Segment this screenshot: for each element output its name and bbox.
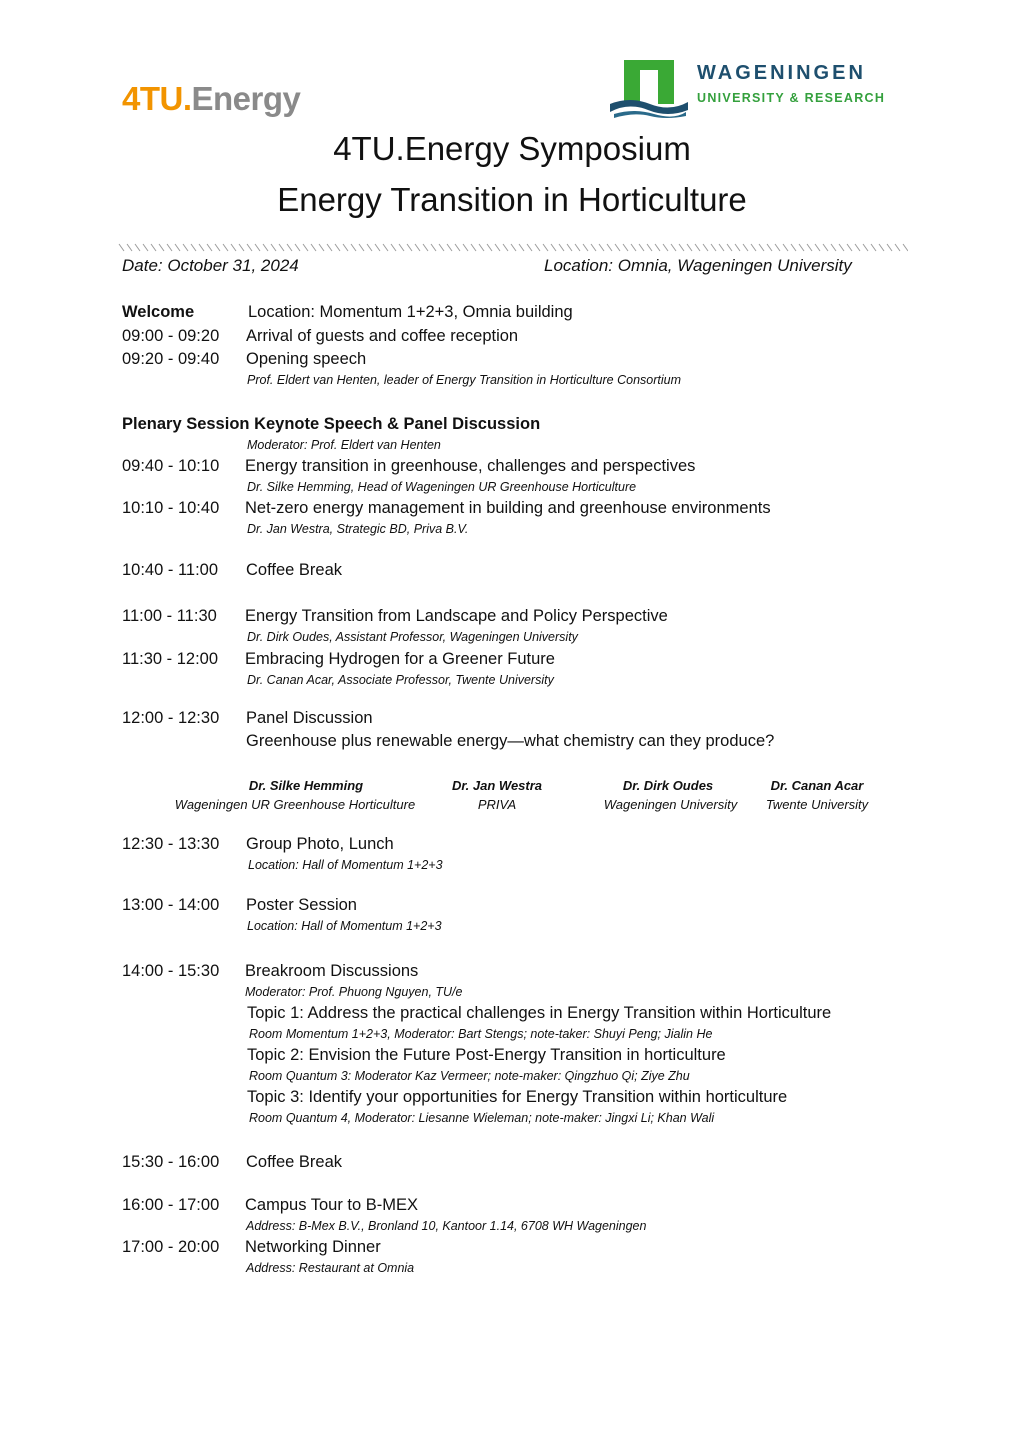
breakroom-topic-detail: Room Momentum 1+2+3, Moderator: Bart Stengs; note-taker: Shuyi Peng; Jialin He bbox=[249, 1027, 713, 1041]
wur-logo-icon bbox=[610, 60, 688, 120]
item-time: 09:40 - 10:10 bbox=[122, 457, 220, 475]
item-time: 10:40 - 11:00 bbox=[122, 561, 219, 579]
item-detail: Moderator: Prof. Phuong Nguyen, TU/e bbox=[245, 985, 463, 999]
panelist-affiliation: Wageningen UR Greenhouse Horticulture bbox=[174, 797, 416, 812]
item-title: Poster Session bbox=[246, 896, 357, 914]
item-time: 09:20 - 09:40 bbox=[122, 350, 220, 368]
breakroom-topic-title: Topic 2: Envision the Future Post-Energy Transition in horticulture bbox=[247, 1046, 726, 1064]
item-detail: Location: Hall of Momentum 1+2+3 bbox=[247, 919, 442, 933]
wur-subtitle: UNIVERSITY & RESEARCH bbox=[697, 91, 886, 105]
item-detail: Dr. Jan Westra, Strategic BD, Priva B.V. bbox=[247, 522, 469, 536]
item-time: 15:30 - 16:00 bbox=[122, 1153, 220, 1171]
item-detail: Prof. Eldert van Henten, leader of Energy Transition in Horticulture Consortium bbox=[247, 373, 681, 387]
welcome-location: Location: Momentum 1+2+3, Omnia building bbox=[248, 303, 573, 321]
panelist-affiliation: Wageningen University bbox=[603, 797, 738, 812]
item-time: 14:00 - 15:30 bbox=[122, 962, 220, 980]
logo-4tu-part1: 4TU. bbox=[122, 80, 192, 117]
item-title: Embracing Hydrogen for a Greener Future bbox=[245, 650, 555, 668]
item-detail: Address: B-Mex B.V., Bronland 10, Kantoor 1.14, 6708 WH Wageningen bbox=[246, 1219, 647, 1233]
breakroom-topic-title: Topic 3: Identify your opportunities for Energy Transition within horticulture bbox=[247, 1088, 788, 1106]
item-title: Breakroom Discussions bbox=[245, 962, 419, 980]
item-time: 10:10 - 10:40 bbox=[122, 499, 220, 517]
panelist-affiliation: PRIVA bbox=[477, 797, 517, 812]
item-title: Group Photo, Lunch bbox=[246, 835, 394, 853]
panelist-affiliation: Twente University bbox=[765, 797, 869, 812]
logo-4tu-energy bbox=[122, 80, 300, 118]
item-time: 16:00 - 17:00 bbox=[122, 1196, 220, 1214]
logo-4tu-part2: Energy bbox=[191, 80, 301, 117]
section-welcome-heading: Welcome bbox=[122, 303, 195, 321]
item-time: 12:00 - 12:30 bbox=[122, 709, 220, 727]
breakroom-topic-detail: Room Quantum 3: Moderator Kaz Vermeer; note-maker: Qingzhuo Qi; Ziye Zhu bbox=[249, 1069, 690, 1083]
breakroom-topic-title: Topic 1: Address the practical challenges in Energy Transition within Horticulture bbox=[247, 1004, 832, 1022]
item-time: 13:00 - 14:00 bbox=[122, 896, 220, 914]
item-detail: Location: Hall of Momentum 1+2+3 bbox=[248, 858, 443, 872]
document-title-line2: Energy Transition in Horticulture bbox=[277, 181, 747, 218]
event-date: Date: October 31, 2024 bbox=[122, 256, 299, 275]
item-title: Net-zero energy management in building and greenhouse environments bbox=[245, 499, 771, 517]
item-title: Energy Transition from Landscape and Policy Perspective bbox=[245, 607, 668, 625]
item-title: Panel Discussion bbox=[246, 709, 373, 727]
item-title: Campus Tour to B-MEX bbox=[245, 1196, 419, 1214]
item-title: Arrival of guests and coffee reception bbox=[246, 327, 519, 345]
item-time: 12:30 - 13:30 bbox=[122, 835, 220, 853]
item-detail: Dr. Dirk Oudes, Assistant Professor, Wageningen University bbox=[247, 630, 578, 644]
item-title: Coffee Break bbox=[246, 561, 343, 579]
panelist-name: Dr. Jan Westra bbox=[451, 778, 543, 793]
panel-discussion-topic: Greenhouse plus renewable energy—what chemistry can they produce? bbox=[246, 732, 775, 750]
item-title: Networking Dinner bbox=[245, 1238, 381, 1256]
item-detail: Dr. Canan Acar, Associate Professor, Twente University bbox=[247, 673, 554, 687]
item-title: Energy transition in greenhouse, challenges and perspectives bbox=[245, 457, 696, 475]
item-time: 09:00 - 09:20 bbox=[122, 327, 220, 345]
breakroom-topic-detail: Room Quantum 4, Moderator: Liesanne Wieleman; note-maker: Jingxi Li; Khan Wali bbox=[249, 1111, 715, 1125]
item-time: 11:00 - 11:30 bbox=[122, 607, 217, 625]
plenary-moderator: Moderator: Prof. Eldert van Henten bbox=[247, 438, 441, 452]
panelist-name: Dr. Canan Acar bbox=[770, 778, 864, 793]
item-title: Opening speech bbox=[246, 350, 367, 368]
panelist-name: Dr. Silke Hemming bbox=[248, 778, 364, 793]
item-detail: Address: Restaurant at Omnia bbox=[246, 1261, 415, 1275]
item-detail: Dr. Silke Hemming, Head of Wageningen UR Greenhouse Horticulture bbox=[247, 480, 637, 494]
document-title-line1: 4TU.Energy Symposium bbox=[333, 130, 691, 167]
section-plenary-heading: Plenary Session Keynote Speech & Panel Discussion bbox=[122, 415, 541, 433]
item-title: Coffee Break bbox=[246, 1153, 343, 1171]
item-time: 11:30 - 12:00 bbox=[122, 650, 219, 668]
decorative-divider bbox=[118, 243, 908, 252]
item-time: 17:00 - 20:00 bbox=[122, 1238, 220, 1256]
panelist-name: Dr. Dirk Oudes bbox=[622, 778, 714, 793]
event-location: Location: Omnia, Wageningen University bbox=[544, 256, 852, 275]
wur-name: WAGENINGEN bbox=[697, 62, 866, 84]
